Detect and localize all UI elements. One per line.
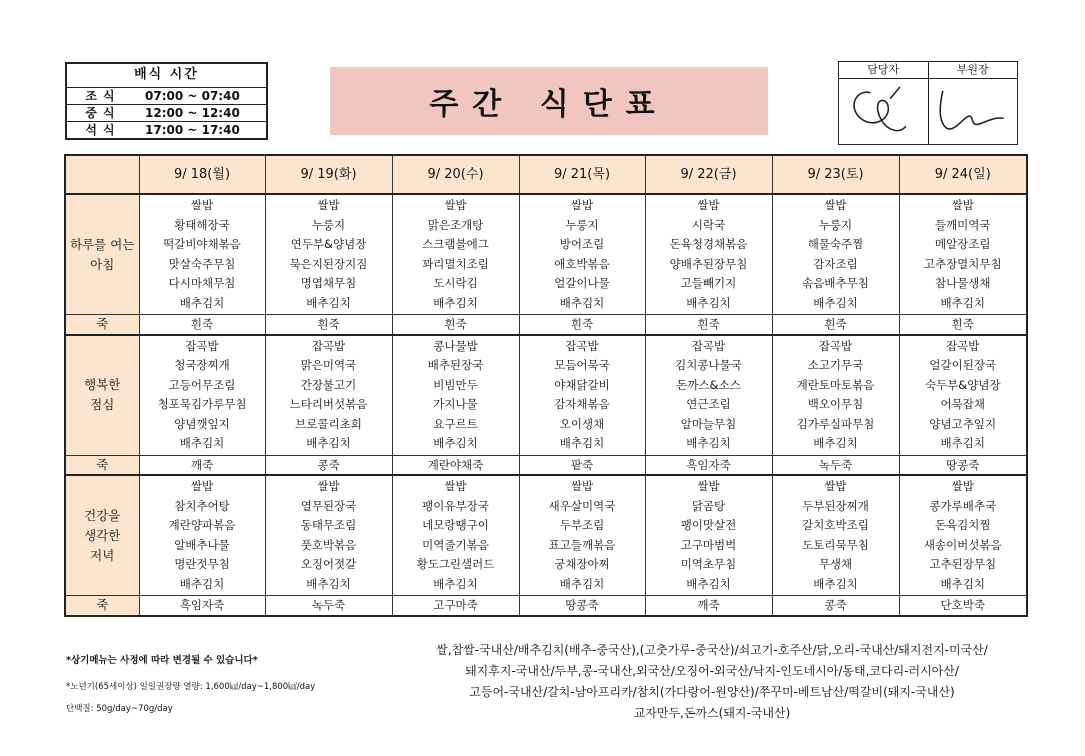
menu-cell bbox=[392, 194, 519, 315]
menu-cell bbox=[645, 194, 772, 315]
meal-time-value: 12:00 ~ 12:40 bbox=[145, 106, 240, 120]
menu-item: 배추된장국 bbox=[427, 358, 484, 372]
menu-item: 감자조림 bbox=[813, 256, 858, 271]
row-label-line: 하루를 여는 bbox=[70, 236, 135, 252]
meal-time-label: 석식 bbox=[85, 123, 121, 137]
menu-item: 배추김치 bbox=[813, 436, 858, 450]
menu-item: 감자채볶음 bbox=[554, 397, 610, 411]
menu-item: 쌀밥 bbox=[951, 479, 974, 493]
menu-item: 잡곡밥 bbox=[565, 338, 599, 353]
day-header: 9/ 21(목) bbox=[519, 155, 645, 194]
juk-cell: 콩죽 bbox=[265, 455, 392, 475]
approval-column-vice-director bbox=[928, 62, 1018, 144]
menu-item: 쌀밥 bbox=[444, 479, 467, 493]
juk-cell: 흑임자죽 bbox=[645, 455, 772, 475]
menu-item: 잡곡밥 bbox=[946, 338, 980, 353]
menu-item: 솎음배추무침 bbox=[802, 276, 869, 290]
menu-item: 애호박볶음 bbox=[554, 256, 610, 271]
menu-item: 쌀밥 bbox=[317, 198, 340, 212]
menu-item: 소고기무국 bbox=[807, 358, 864, 372]
menu-cell bbox=[645, 475, 772, 596]
menu-item: 배추김치 bbox=[686, 576, 731, 591]
juk-label: 죽 bbox=[65, 455, 139, 475]
menu-item: 배추김치 bbox=[179, 576, 225, 591]
menu-item: 메알장조림 bbox=[934, 237, 991, 251]
approval-column-manager bbox=[839, 62, 928, 144]
menu-item: 참나물생채 bbox=[934, 276, 991, 290]
menu-item: 잡곡밥 bbox=[691, 338, 726, 353]
menu-cell bbox=[519, 475, 645, 596]
meal-time-label: 중식 bbox=[85, 106, 121, 120]
menu-item: 배추김치 bbox=[179, 295, 225, 310]
approval-header-manager: 담당자 bbox=[839, 62, 928, 79]
menu-item: 새송이버섯볶음 bbox=[923, 537, 1002, 552]
breakfast-juk-row bbox=[65, 315, 1027, 335]
menu-item: 알배추나물 bbox=[174, 537, 230, 552]
header-corner-cell bbox=[65, 155, 139, 194]
menu-item: 배추김치 bbox=[813, 576, 858, 591]
menu-item: 갈치호박조림 bbox=[802, 518, 869, 532]
menu-cell bbox=[772, 194, 899, 315]
meal-time-row-dinner bbox=[67, 122, 266, 139]
menu-item: 도시락김 bbox=[433, 276, 478, 290]
meal-time-value: 17:00 ~ 17:40 bbox=[145, 123, 240, 137]
menu-item: 요구르트 bbox=[433, 416, 478, 431]
dinner-juk-row bbox=[65, 596, 1027, 616]
row-label-line: 점심 bbox=[90, 397, 115, 412]
menu-item: 떡갈비야채볶음 bbox=[163, 237, 241, 251]
menu-item: 네모랑땡구이 bbox=[422, 518, 489, 532]
menu-item: 황도그린샐러드 bbox=[416, 557, 495, 571]
menu-item: 풋호박볶음 bbox=[300, 537, 357, 552]
menu-item: 배추김치 bbox=[940, 576, 985, 591]
menu-item: 방어조림 bbox=[559, 237, 605, 251]
menu-item: 닭곰탕 bbox=[691, 498, 726, 513]
menu-cell bbox=[899, 475, 1027, 596]
row-label-line: 저녁 bbox=[90, 547, 115, 563]
menu-cell bbox=[645, 335, 772, 456]
meal-time-header: 배식 시간 bbox=[67, 64, 266, 88]
menu-item: 돈육청경채볶음 bbox=[669, 237, 748, 251]
juk-cell: 녹두죽 bbox=[265, 596, 392, 616]
menu-item: 스크램블에그 bbox=[422, 237, 489, 251]
row-label-line: 행복한 bbox=[84, 377, 121, 392]
day-header: 9/ 19(화) bbox=[265, 155, 392, 194]
menu-item: 배추김치 bbox=[559, 436, 605, 450]
menu-item: 배추김치 bbox=[433, 576, 478, 591]
menu-item: 고들빼기지 bbox=[680, 276, 737, 290]
menu-cell bbox=[392, 475, 519, 596]
menu-item: 시락국 bbox=[691, 217, 726, 232]
approval-box bbox=[838, 61, 1018, 145]
lunch-row bbox=[65, 335, 1027, 456]
meal-time-row-lunch bbox=[67, 105, 266, 122]
menu-item: 팽이맛살전 bbox=[680, 518, 737, 532]
menu-item: 잡곡밥 bbox=[185, 338, 219, 353]
menu-item: 궁채장아찌 bbox=[554, 557, 610, 571]
menu-item: 두부된장찌개 bbox=[802, 498, 869, 513]
day-header: 9/ 18(월) bbox=[139, 155, 265, 194]
signature-vice-director-drawing bbox=[929, 79, 1018, 144]
menu-item: 배추김치 bbox=[686, 436, 731, 450]
menu-item: 미역줄기볶음 bbox=[422, 537, 489, 552]
menu-item: 명엽채무침 bbox=[300, 276, 357, 290]
day-header: 9/ 24(일) bbox=[899, 155, 1027, 194]
menu-item: 묵은지된장지짐 bbox=[289, 256, 368, 271]
menu-item: 오이생채 bbox=[559, 416, 605, 431]
menu-item: 양념고추잎지 bbox=[929, 416, 997, 431]
menu-item: 돈까스&소스 bbox=[676, 377, 741, 392]
menu-item: 배추김치 bbox=[306, 576, 351, 591]
change-notice: *상기메뉴는 사정에 따라 변경될 수 있습니다* bbox=[66, 655, 258, 666]
menu-item: 배추김치 bbox=[940, 295, 985, 310]
juk-cell: 콩죽 bbox=[772, 596, 899, 616]
menu-item: 배추김치 bbox=[179, 436, 225, 450]
menu-item: 미역초무침 bbox=[680, 557, 737, 571]
breakfast-label bbox=[65, 194, 139, 315]
menu-item: 쌀밥 bbox=[190, 198, 214, 212]
juk-cell: 흰죽 bbox=[139, 315, 265, 335]
menu-item: 꽈리멸치조림 bbox=[422, 256, 489, 271]
row-label-line: 아침 bbox=[90, 256, 115, 272]
juk-cell: 녹두죽 bbox=[772, 455, 899, 475]
menu-cell bbox=[519, 194, 645, 315]
origin-line: 교자만두,돈까스(돼지-국내산) bbox=[633, 706, 791, 720]
menu-item: 어묵잡채 bbox=[940, 397, 985, 411]
menu-item: 배추김치 bbox=[686, 295, 731, 310]
menu-item: 간장불고기 bbox=[300, 377, 357, 392]
origin-line: 고등어-국내산/갈치-남아프리카/참치(가다랑어-원양산)/쭈꾸미-베트남산/떡갈비(돼지-국내산) bbox=[469, 685, 955, 699]
menu-item: 야채닭갈비 bbox=[554, 377, 610, 392]
menu-item: 잡곡밥 bbox=[818, 338, 853, 353]
menu-item: 오징어젓갈 bbox=[300, 557, 357, 571]
menu-item: 두부조림 bbox=[559, 518, 605, 532]
menu-cell bbox=[265, 194, 392, 315]
menu-item: 고추된장무침 bbox=[929, 557, 997, 571]
juk-cell: 팥죽 bbox=[519, 455, 645, 475]
page-title: 주간 식단표 bbox=[429, 87, 669, 122]
row-label-line: 생각한 bbox=[84, 527, 121, 543]
menu-item: 백오이무침 bbox=[807, 397, 864, 411]
menu-item: 쌀밥 bbox=[317, 479, 340, 493]
juk-cell: 흑임자죽 bbox=[139, 596, 265, 616]
juk-label: 죽 bbox=[65, 596, 139, 616]
signature-manager-drawing bbox=[839, 79, 928, 144]
menu-cell bbox=[139, 335, 265, 456]
menu-item: 쌀밥 bbox=[697, 479, 720, 493]
menu-item: 쌀밥 bbox=[824, 479, 847, 493]
menu-item: 배추김치 bbox=[306, 295, 351, 310]
menu-cell bbox=[519, 335, 645, 456]
menu-item: 청국장찌개 bbox=[174, 358, 230, 372]
juk-cell: 흰죽 bbox=[265, 315, 392, 335]
juk-cell: 흰죽 bbox=[645, 315, 772, 335]
menu-item: 쌀밥 bbox=[570, 198, 594, 212]
juk-cell: 흰죽 bbox=[899, 315, 1027, 335]
menu-cell bbox=[772, 475, 899, 596]
menu-item: 잡곡밥 bbox=[311, 338, 346, 353]
signature-vice-director bbox=[929, 79, 1018, 144]
weekly-menu-table bbox=[64, 154, 1028, 617]
menu-item: 콩나물밥 bbox=[433, 338, 478, 353]
meal-time-row-breakfast bbox=[67, 88, 266, 105]
menu-item: 계란양파볶음 bbox=[168, 518, 236, 532]
menu-item: 얼갈이된장국 bbox=[929, 358, 997, 372]
menu-item: 무생채 bbox=[818, 557, 853, 571]
menu-item: 고등어무조림 bbox=[168, 377, 236, 392]
juk-cell: 흰죽 bbox=[392, 315, 519, 335]
lunch-label bbox=[65, 335, 139, 456]
menu-item: 돈육김치찜 bbox=[934, 518, 991, 532]
menu-item: 맑은조개탕 bbox=[427, 217, 484, 232]
menu-item: 황태해장국 bbox=[174, 217, 230, 232]
meal-time-value: 07:00 ~ 07:40 bbox=[145, 89, 240, 103]
menu-item: 청포묵김가루무침 bbox=[157, 397, 247, 411]
menu-item: 배추김치 bbox=[433, 295, 478, 310]
footer-notes bbox=[66, 652, 386, 724]
menu-item: 다시마채무침 bbox=[168, 276, 236, 290]
juk-cell: 땅콩죽 bbox=[519, 596, 645, 616]
dinner-label bbox=[65, 475, 139, 596]
menu-item: 새우살미역국 bbox=[548, 498, 616, 513]
menu-cell bbox=[139, 475, 265, 596]
menu-item: 모듬어묵국 bbox=[554, 358, 610, 372]
juk-cell: 흰죽 bbox=[772, 315, 899, 335]
menu-item: 도토리묵무침 bbox=[802, 537, 869, 552]
menu-cell bbox=[265, 335, 392, 456]
juk-cell: 깨죽 bbox=[139, 455, 265, 475]
origin-line: 쌀,찹쌀-국내산/배추김치(배추-중국산),(고춧가루-중국산)/쇠고기-호주산/닭,오리-국내산/돼지전지-미국산/ bbox=[436, 643, 988, 657]
menu-item: 참치추어탕 bbox=[174, 498, 230, 513]
menu-item: 비빔만두 bbox=[433, 377, 478, 392]
day-header-row bbox=[65, 155, 1027, 194]
menu-item: 맛살숙주무침 bbox=[168, 256, 236, 271]
menu-item: 브로콜리초회 bbox=[295, 416, 362, 431]
menu-item: 배추김치 bbox=[433, 436, 478, 450]
menu-item: 해물숙주찜 bbox=[807, 237, 864, 251]
day-header: 9/ 23(토) bbox=[772, 155, 899, 194]
menu-item: 얼갈이나물 bbox=[554, 276, 610, 290]
menu-item: 누룽지 bbox=[565, 217, 599, 232]
menu-item: 동태무조림 bbox=[300, 518, 357, 532]
menu-item: 계란토마토볶음 bbox=[796, 377, 875, 392]
juk-cell: 계란야채죽 bbox=[392, 455, 519, 475]
lunch-juk-row bbox=[65, 455, 1027, 475]
menu-item: 배추김치 bbox=[813, 295, 858, 310]
meal-time-box bbox=[65, 62, 268, 140]
signature-manager bbox=[839, 79, 928, 144]
dinner-row bbox=[65, 475, 1027, 596]
menu-item: 쌀밥 bbox=[190, 479, 214, 493]
juk-cell: 고구마죽 bbox=[392, 596, 519, 616]
menu-item: 들깨미역국 bbox=[934, 217, 991, 232]
menu-item: 맑은미역국 bbox=[300, 358, 357, 372]
menu-item: 연두부&양념장 bbox=[290, 237, 367, 251]
menu-cell bbox=[899, 335, 1027, 456]
menu-item: 쌀밥 bbox=[444, 198, 467, 212]
menu-item: 배추김치 bbox=[559, 576, 605, 591]
day-header: 9/ 20(수) bbox=[392, 155, 519, 194]
menu-cell bbox=[265, 475, 392, 596]
origin-line: 돼지후지-국내산/두부,콩-국내산,외국산/오징어-외국산/낙지-인도네시아/동태,코다리-러시아산/ bbox=[465, 664, 959, 678]
menu-item: 누룽지 bbox=[311, 217, 346, 232]
menu-item: 쌀밥 bbox=[951, 198, 974, 212]
approval-header-vice-director: 부원장 bbox=[929, 62, 1018, 79]
title-banner bbox=[330, 67, 768, 135]
day-header: 9/ 22(금) bbox=[645, 155, 772, 194]
menu-item: 김가루실파무침 bbox=[796, 416, 875, 431]
juk-cell: 흰죽 bbox=[519, 315, 645, 335]
menu-item: 표고들깨볶음 bbox=[548, 537, 616, 552]
menu-item: 느타리버섯볶음 bbox=[289, 397, 368, 411]
menu-item: 연근조림 bbox=[686, 397, 731, 411]
menu-item: 배추김치 bbox=[306, 436, 351, 450]
menu-item: 쌀밥 bbox=[570, 479, 594, 493]
menu-item: 숙두부&양념장 bbox=[924, 377, 1001, 392]
menu-item: 가지나물 bbox=[433, 397, 478, 411]
menu-cell bbox=[392, 335, 519, 456]
menu-item: 쌀밥 bbox=[697, 198, 720, 212]
menu-item: 배추김치 bbox=[559, 295, 605, 310]
menu-cell bbox=[139, 194, 265, 315]
menu-cell bbox=[899, 194, 1027, 315]
juk-cell: 땅콩죽 bbox=[899, 455, 1027, 475]
menu-item: 팽이유부장국 bbox=[422, 498, 489, 513]
juk-cell: 단호박죽 bbox=[899, 596, 1027, 616]
menu-item: 고추장멸치무침 bbox=[923, 256, 1002, 271]
menu-item: 고구마범벅 bbox=[680, 537, 737, 552]
menu-item: 김치콩나물국 bbox=[675, 358, 742, 372]
menu-item: 누룽지 bbox=[818, 217, 853, 232]
juk-label: 죽 bbox=[65, 315, 139, 335]
menu-item: 배추김치 bbox=[940, 436, 985, 450]
row-label-line: 건강을 bbox=[84, 507, 121, 523]
breakfast-row bbox=[65, 194, 1027, 315]
menu-item: 열무된장국 bbox=[300, 498, 357, 513]
menu-item: 양배추된장무침 bbox=[669, 256, 748, 271]
menu-cell bbox=[772, 335, 899, 456]
menu-item: 콩가루배추국 bbox=[929, 498, 997, 513]
menu-item: 쌀밥 bbox=[824, 198, 847, 212]
origin-info bbox=[392, 640, 1032, 724]
menu-item: 알마늘무침 bbox=[680, 416, 737, 431]
calorie-note: *노년기(65세이상) 일일권장량 열량: 1,600㎉/day~1,800㎉/day bbox=[66, 682, 316, 692]
menu-item: 양념깻잎지 bbox=[174, 416, 230, 431]
juk-cell: 깨죽 bbox=[645, 596, 772, 616]
meal-time-label: 조식 bbox=[85, 89, 121, 103]
protein-note: 단백질: 50g/day~70g/day bbox=[66, 704, 173, 714]
menu-item: 명란젓무침 bbox=[174, 557, 230, 571]
